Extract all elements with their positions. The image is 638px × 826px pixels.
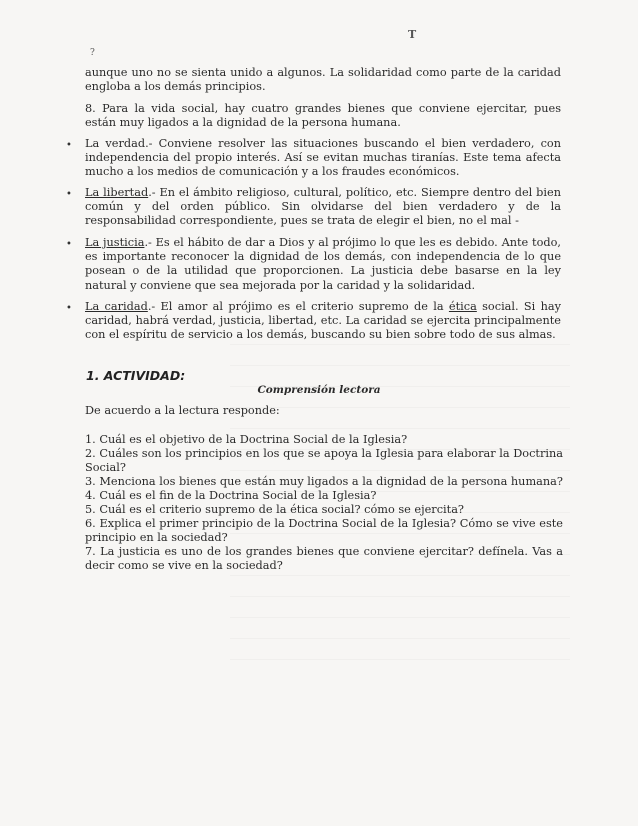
question-item: 4. Cuál es el fin de la Doctrina Social de la Iglesia? (85, 489, 377, 502)
good-text: .- Es el hábito de dar a Dios y al prójimo lo que les es debido. Ante todo, es importante reconocer la dignidad de los demás, con independencia de lo que posean o de la utilidad que proporcionen. La justicia debe basarse en la ley natural y conviene que sea mejorada por la caridad y la solidaridad. (85, 236, 561, 292)
question-item: 5. Cuál es el criterio supremo de la ética social? cómo se ejercita? (85, 503, 464, 516)
good-text: .- El amor al prójimo es el criterio supremo de la (147, 300, 449, 313)
good-term: La verdad (85, 137, 146, 150)
good-text-underlined: ética (448, 300, 477, 313)
bullet-icon: • (66, 189, 72, 200)
good-text: .- Conviene resolver las situaciones buscando el bien verdadero, con independencia del propio interés. Así se evitan muchas tiranías. Este tema afecta mucho a los medios de comunicación y a los fraudes económicos. (85, 137, 561, 179)
bullet-icon: • (66, 140, 72, 151)
question-item: 6. Explica el primer principio de la Doctrina Social de la Iglesia? Cómo se vive este principio en la sociedad? (85, 517, 563, 544)
good-caridad (85, 300, 561, 343)
good-text: social. Si hay caridad, habrá verdad, justicia, libertad, etc. La caridad se ejercita principalmente con el espíritu de servicio a los demás, buscando su bien sobre todo de sus almas. (85, 300, 561, 342)
bullet-icon: • (66, 239, 72, 250)
question-item: 1. Cuál es el objetivo de la Doctrina Social de la Iglesia? (85, 433, 408, 446)
activity-subheading: Comprensión lectora (257, 384, 381, 396)
intro-paragraph: aunque uno no se sienta unido a algunos. La solidaridad como parte de la caridad engloba a los demás principios. (85, 66, 561, 94)
question-item: 7. La justicia es uno de los grandes bienes que conviene ejercitar? defínela. Vas a decir como se vive en la sociedad? (85, 545, 563, 572)
good-libertad (85, 186, 561, 229)
good-text: .- En el ámbito religioso, cultural, político, etc. Siempre dentro del bien común y del orden público. Sin olvidarse del bien verdadero y de la responsabilidad correspondiente, pues se trata de elegir el bien, no el mal - (85, 186, 561, 228)
activity-instruction: De acuerdo a la lectura responde: (85, 404, 280, 417)
good-term: La caridad (85, 300, 148, 313)
paragraph-8: 8. Para la vida social, hay cuatro grandes bienes que conviene ejercitar, pues están muy ligados a la dignidad de la persona humana. (85, 102, 561, 130)
good-verdad (85, 137, 561, 180)
question-item: 2. Cuáles son los principios en los que se apoya la Iglesia para elaborar la Doctrina Social? (85, 447, 563, 474)
good-justicia (85, 236, 561, 293)
bullet-icon: • (66, 303, 72, 314)
question-item: 3. Menciona los bienes que están muy ligados a la dignidad de la persona humana? (85, 475, 563, 488)
page-mark-top: T (408, 28, 417, 41)
activity-heading: 1. ACTIVIDAD: (86, 368, 186, 383)
page-mark-left: ? (90, 48, 95, 58)
good-term: La libertad (85, 186, 149, 199)
good-term: La justicia (85, 236, 145, 249)
